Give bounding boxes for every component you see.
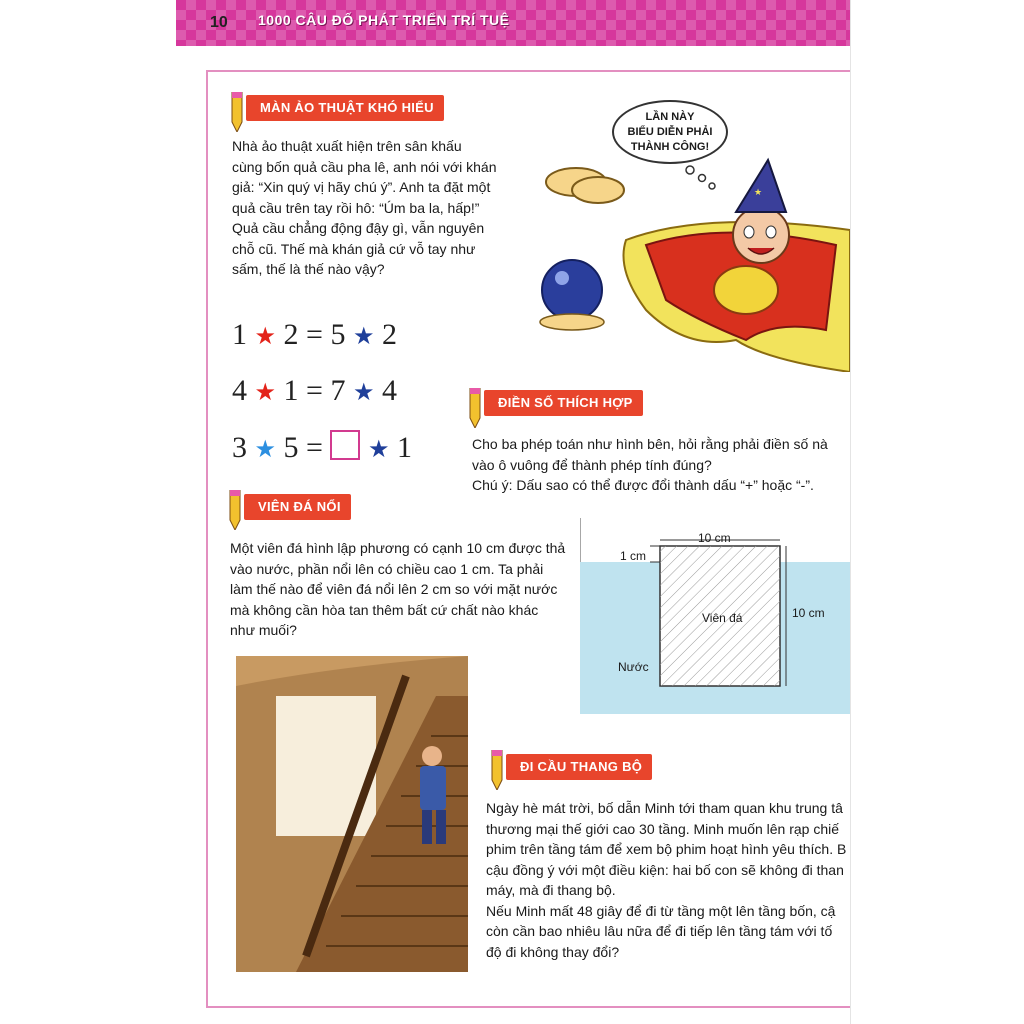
equation-number: 1 [283, 374, 299, 407]
diagram-top-label: 10 cm [698, 531, 731, 545]
diagram-water-label: Nước [618, 660, 649, 674]
text-line: chỗ cũ. Thế mà khán giả cứ vỗ tay như [232, 240, 476, 257]
equation-row [232, 318, 397, 352]
section-title-fill-number: ĐIỀN SỐ THÍCH HỢP [484, 390, 643, 416]
text-line: mà không cần hòa tan thêm bất cứ chất nào khác [230, 601, 539, 618]
section-floating-stone-text [230, 538, 570, 641]
section-fill-number-text [472, 434, 850, 496]
text-line: sấm, thế là thế nào vậy? [232, 261, 385, 277]
page-edge-margin [850, 0, 1024, 1024]
equation-number: 2 [381, 318, 397, 351]
equation-number: 1 [232, 318, 247, 351]
bubble-line: LẦN NÀY [645, 111, 695, 123]
text-line: làm thế nào để viên đá nổi lên 2 cm so với mặt nước [230, 581, 558, 597]
text-line: Nếu Minh mất 48 giây để đi từ tầng một lên tầng bốn, cậ [486, 902, 836, 919]
text-line: Cho ba phép toán như hình bên, hỏi rằng phải điền số nà [472, 436, 828, 452]
text-line: Một viên đá hình lập phương có cạnh 10 cm được thả [230, 540, 566, 556]
text-line: cậu đồng ý với một điều kiện: hai bố con sẽ không đi than [486, 861, 844, 878]
text-line: phim trên tầng tám để xem bộ phim hoạt hình yêu thích. B [486, 841, 847, 857]
section-title-magic: MÀN ẢO THUẬT KHÓ HIỂU [246, 95, 444, 121]
star-icon: ★ [352, 324, 375, 350]
text-line: độ đi không thay đổi? [486, 943, 620, 960]
equation-number: 5 [283, 431, 299, 464]
answer-box [330, 430, 360, 460]
pencil-icon [468, 388, 482, 428]
star-icon: ★ [352, 380, 375, 406]
equation-number: 2 [283, 318, 299, 351]
equals-sign: = [306, 374, 323, 407]
pencil-icon [490, 750, 504, 790]
page-number: 10 [210, 14, 228, 31]
text-line: quả cầu trên tay rồi hô: “Úm ba la, hấp!” [232, 199, 480, 216]
equation-number: 1 [396, 431, 412, 464]
equation-row [232, 374, 397, 408]
staircase-illustration [236, 656, 468, 972]
section-title-stairs: ĐI CẦU THANG BỘ [506, 754, 652, 780]
equation-number: 4 [232, 374, 247, 407]
star-icon: ★ [254, 324, 277, 350]
equation-number: 5 [330, 318, 346, 351]
text-line: máy, mà đi thang bộ. [486, 882, 616, 898]
text-line: Nhà ảo thuật xuất hiện trên sân khấu [232, 138, 462, 154]
text-line: cùng bốn quả cầu pha lê, anh nói với khán [232, 158, 497, 175]
text-line: như muối? [230, 622, 297, 638]
star-icon: ★ [254, 380, 277, 406]
text-line: giả: “Xin quý vị hãy chú ý”. Anh ta đặt một [232, 179, 491, 195]
equation-row [232, 430, 412, 465]
text-line: vào ô vuông để thành phép tính đúng? [472, 456, 712, 473]
text-line: còn cần bao nhiêu lâu nữa để đi tiếp lên tầng tám với tố [486, 923, 833, 939]
text-line: vào nước, phần nổi lên có chiều cao 1 cm. Ta phải [230, 560, 544, 577]
text-line: thương mại thế giới cao 30 tầng. Minh muốn lên rạp chiế [486, 820, 840, 837]
svg-text:★: ★ [754, 188, 763, 198]
bubble-line: BIỂU DIỄN PHẢI [627, 126, 713, 138]
star-icon: ★ [367, 437, 390, 463]
pencil-icon [228, 490, 242, 530]
section-title-floating-stone: VIÊN ĐÁ NỔI [244, 494, 351, 520]
diagram-stone-label: Viên đá [702, 611, 743, 625]
equals-sign: = [306, 431, 323, 464]
diagram-above-water-label: 1 cm [620, 549, 647, 563]
section-magic-text [232, 136, 502, 280]
bubble-line: THÀNH CÔNG! [630, 141, 710, 153]
star-icon: ★ [254, 437, 277, 463]
equation-number: 4 [381, 374, 397, 407]
section-stairs-text [486, 798, 850, 962]
equals-sign: = [306, 318, 323, 351]
magician-illustration [536, 150, 850, 372]
equation-number: 3 [232, 431, 247, 464]
text-line: Ngày hè mát trời, bố dẫn Minh tới tham quan khu trung tâ [486, 800, 843, 816]
pencil-icon [230, 92, 244, 132]
book-title: 1000 CÂU ĐỐ PHÁT TRIỂN TRÍ TUỆ [258, 12, 510, 28]
text-line: Quả cầu chẳng động đậy gì, vẫn nguyên [232, 220, 485, 236]
text-line: Chú ý: Dấu sao có thể được đổi thành dấu “+” hoặc “-”. [472, 477, 814, 493]
diagram-side-label: 10 cm [792, 606, 825, 620]
equation-number: 7 [330, 374, 346, 407]
